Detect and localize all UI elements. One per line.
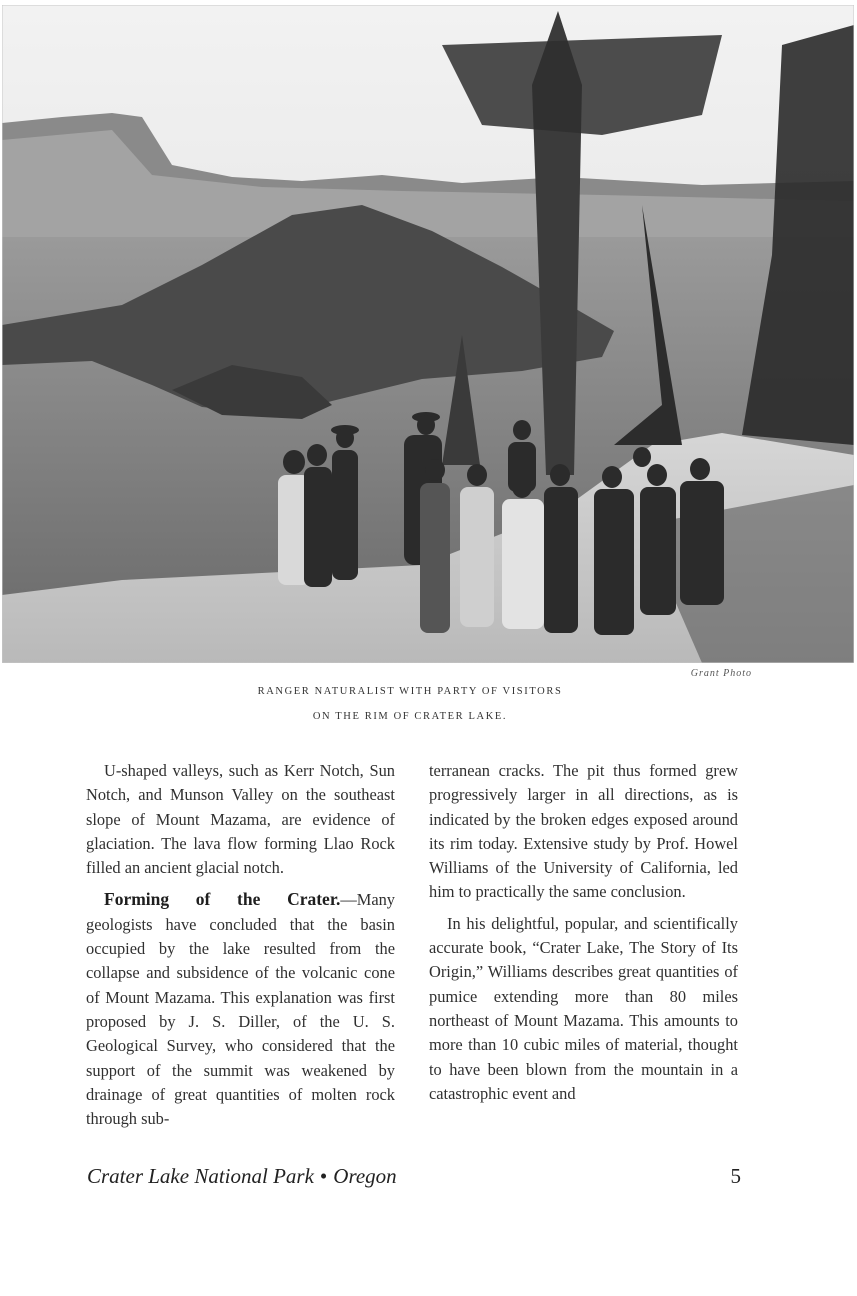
right-paragraph-1: terranean cracks. The pit thus formed grew progressively larger in all directions, as is indicated by the broken edges exposed around its rim today. Extensive study by Prof. Howel Williams of the University of California, led him to practically the same conclusion. (429, 761, 738, 902)
left-paragraph-2-text: —Many geologists have concluded that the basin occupied by the lake resulted from the collapse and subsidence of the volcanic cone of Mount Mazama. This explanation was first proposed by J. S. Diller, of the U. S. Geological Survey, who considered that the support of the summit was weakened by drainage of great quantities of molten rock through sub- (86, 890, 395, 1129)
right-column (429, 759, 738, 1106)
photo-credit: Grant Photo (690, 668, 752, 679)
caption-line-2: ON THE RIM OF CRATER LAKE. (312, 711, 508, 722)
left-paragraph-1: U-shaped valleys, such as Kerr Notch, Sun Notch, and Munson Valley on the southeast slope of Mount Mazama, are evidence of glaciation. The lava flow forming Llao Rock filled an ancient glacial notch. (86, 761, 395, 878)
left-column (86, 759, 395, 1131)
crater-lake-photo (2, 5, 854, 663)
caption-line-1: RANGER NATURALIST WITH PARTY OF VISITORS (257, 686, 563, 697)
section-heading: Forming of the Crater. (104, 889, 341, 910)
footer-title-part2: Oregon (333, 1164, 397, 1188)
footer-separator: • (319, 1164, 328, 1188)
right-paragraph-2: In his delightful, popular, and scientifically accurate book, “Crater Lake, The Story of Its Origin,” Williams describes great quantities of pumice extending more than 80 miles northeast of Mount Mazama. This amounts to more than 10 cubic miles of material, thought to have been blown from the mountain in a catastrophic event and (429, 913, 738, 1103)
photo-illustration (2, 5, 854, 663)
left-paragraph-2 (86, 887, 395, 1131)
footer-title-part1: Crater Lake National Park (87, 1164, 314, 1188)
running-footer (87, 1164, 397, 1189)
page-number: 5 (730, 1164, 741, 1188)
